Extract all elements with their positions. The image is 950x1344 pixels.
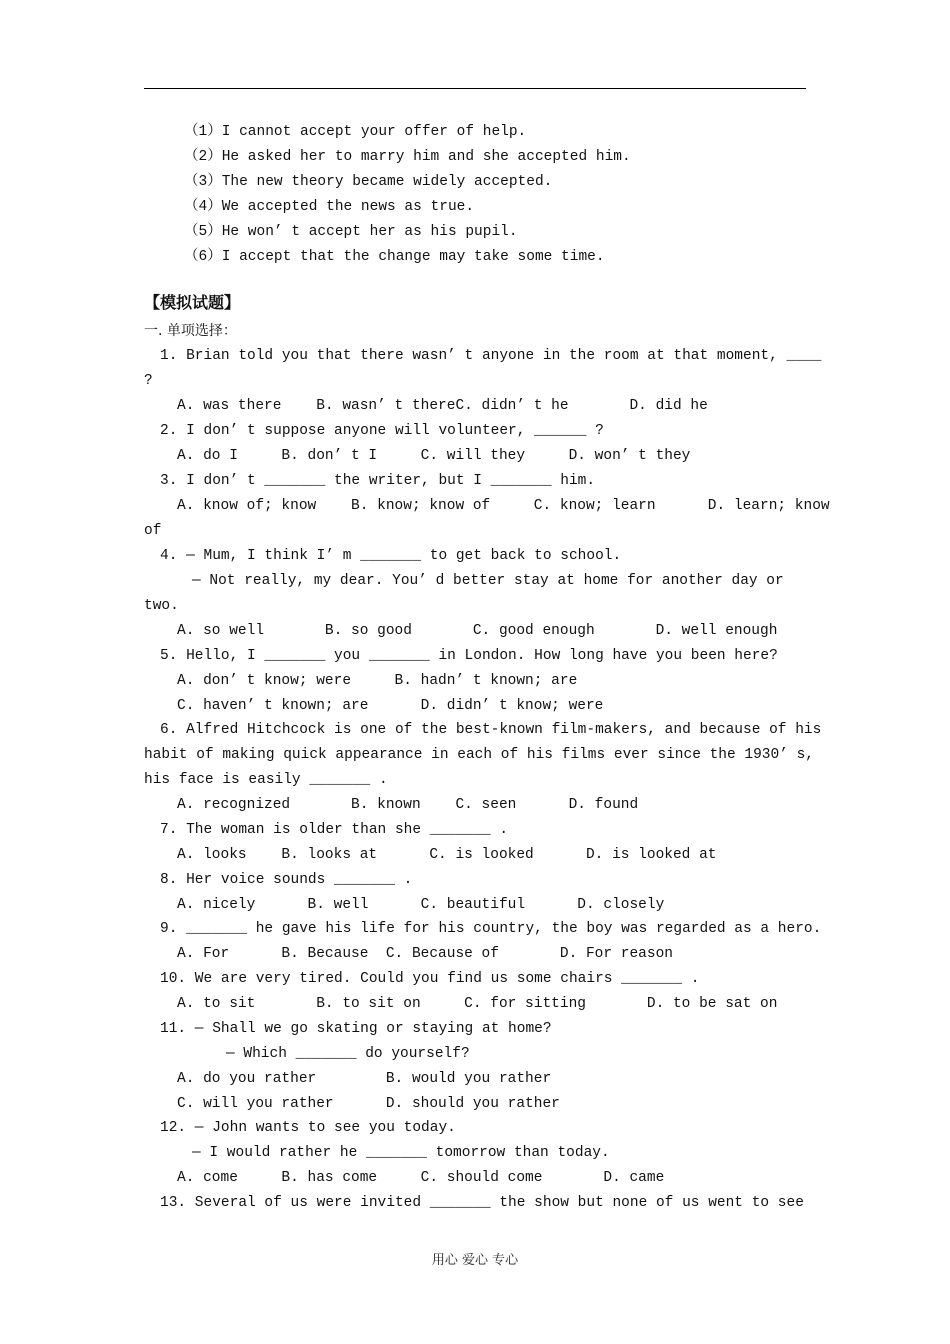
question-5: 5. Hello, I _______ you _______ in London. How long have you been here?	[160, 648, 778, 664]
question-line: his face is easily _______ .	[144, 772, 388, 788]
question-1: 1. Brian told you that there wasn’ t anyone in the room at that moment, ____	[160, 348, 822, 364]
section-subtitle: 一. 单项选择：	[144, 323, 237, 339]
question-line: of	[144, 523, 162, 539]
question-line: two.	[144, 598, 179, 614]
example-6: （6）I accept that the change may take some time.	[184, 249, 605, 265]
question-options: A. do I B. don’ t I C. will they D. won’ t they	[177, 448, 691, 464]
question-options: A. looks B. looks at C. is looked D. is looked at	[177, 847, 717, 863]
example-2: （2）He asked her to marry him and she accepted him.	[184, 149, 631, 165]
question-line: habit of making quick appearance in each of his films ever since the 1930’ s,	[144, 747, 815, 763]
header-rule	[144, 88, 806, 89]
example-5: （5）He won’ t accept her as his pupil.	[184, 224, 518, 240]
question-2: 2. I don’ t suppose anyone will volunteer, ______ ?	[160, 423, 604, 439]
example-4: （4）We accepted the news as true.	[184, 199, 475, 215]
question-line: — Which _______ do yourself?	[226, 1046, 470, 1062]
question-line: — Not really, my dear. You’ d better stay at home for another day or	[192, 573, 784, 589]
section-title: 【模拟试题】	[144, 293, 241, 312]
question-line: — I would rather he _______ tomorrow than today.	[192, 1145, 610, 1161]
question-10: 10. We are very tired. Could you find us some chairs _______ .	[160, 971, 700, 987]
example-1: （1）I cannot accept your offer of help.	[184, 124, 527, 140]
question-options: A. recognized B. known C. seen D. found	[177, 797, 639, 813]
question-options: C. will you rather D. should you rather	[177, 1096, 560, 1112]
page-footer: 用心 爱心 专心	[431, 1253, 519, 1268]
question-7: 7. The woman is older than she _______ .	[160, 822, 509, 838]
question-options: A. to sit B. to sit on C. for sitting D. to be sat on	[177, 996, 778, 1012]
question-options: A. so well B. so good C. good enough D. well enough	[177, 623, 778, 639]
question-options: A. nicely B. well C. beautiful D. closely	[177, 897, 665, 913]
question-8: 8. Her voice sounds _______ .	[160, 872, 413, 888]
question-options: A. For B. Because C. Because of D. For reason	[177, 946, 673, 962]
question-12: 12. — John wants to see you today.	[160, 1120, 456, 1136]
question-line: ?	[144, 373, 153, 389]
question-options: A. know of; know B. know; know of C. know; learn D. learn; know	[177, 498, 830, 514]
question-13: 13. Several of us were invited _______ the show but none of us went to see	[160, 1195, 804, 1211]
question-4: 4. — Mum, I think I’ m _______ to get back to school.	[160, 548, 622, 564]
question-options: A. come B. has come C. should come D. came	[177, 1170, 665, 1186]
question-11: 11. — Shall we go skating or staying at home?	[160, 1021, 552, 1037]
question-options: A. was there B. wasn’ t thereC. didn’ t he D. did he	[177, 398, 708, 414]
question-options: A. don’ t know; were B. hadn’ t known; are	[177, 673, 578, 689]
question-options: A. do you rather B. would you rather	[177, 1071, 552, 1087]
question-3: 3. I don’ t _______ the writer, but I _______ him.	[160, 473, 596, 489]
question-6: 6. Alfred Hitchcock is one of the best-known film-makers, and because of his	[160, 722, 822, 738]
question-9: 9. _______ he gave his life for his country, the boy was regarded as a hero.	[160, 921, 822, 937]
example-3: （3）The new theory became widely accepted.	[184, 174, 553, 190]
question-options: C. haven’ t known; are D. didn’ t know; were	[177, 698, 604, 714]
